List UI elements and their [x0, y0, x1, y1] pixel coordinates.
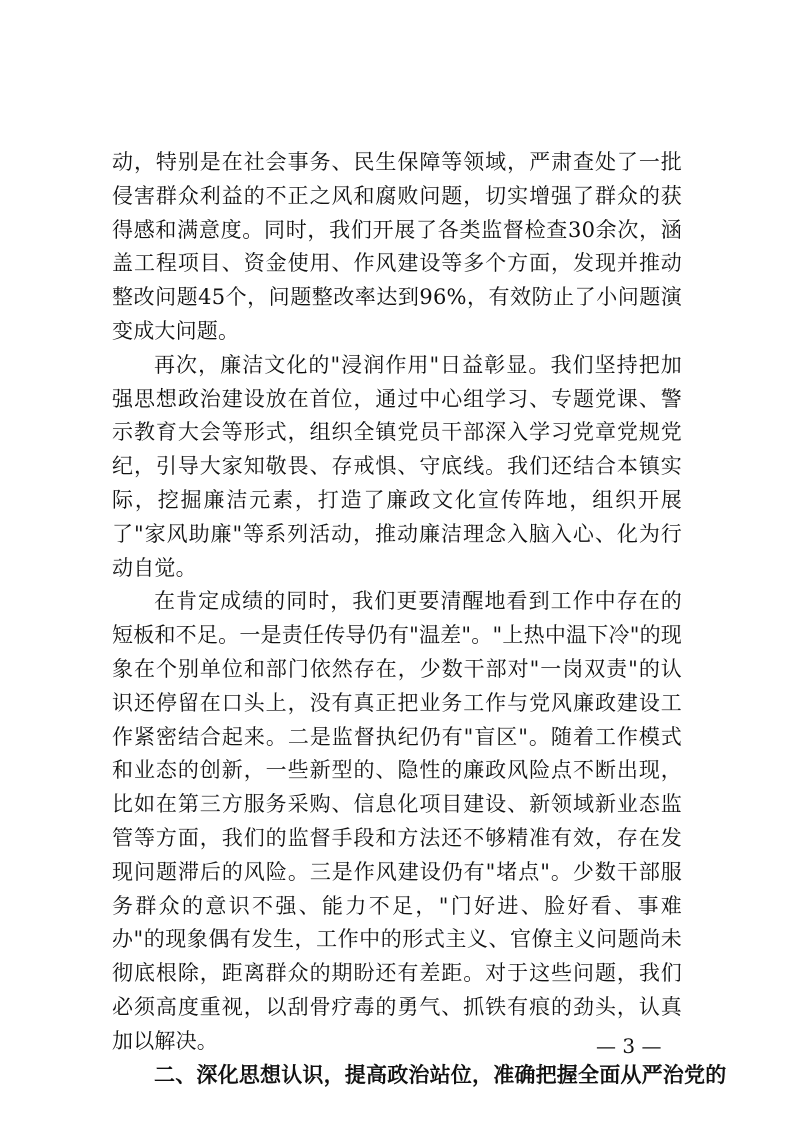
document-body [112, 146, 727, 1092]
paragraph-3: 在肯定成绩的同时，我们更要清醒地看到工作中存在的短板和不足。一是责任传导仍有"温差"。"上热中温下冷"的现象在个别单位和部门依然存在，少数干部对"一岗双责"的认识还停留在口头上，没有真正把业务工作与党风廉政建设工作紧密结合起来。二是监督执纪仍有"盲区"。随着工作模式和业态的创新，一些新型的、隐性的廉政风险点不断出现，比如在第三方服务采购、信息化项目建设、新领域新业态监管等方面，我们的监督手段和方法还不够精准有效，存在发现问题滞后的风险。三是作风建设仍有"堵点"。少数干部服务群众的意识不强、能力不足，"门好进、脸好看、事难办"的现象偶有发生，工作中的形式主义、官僚主义问题尚未彻底根除，距离群众的期盼还有差距。对于这些问题，我们必须高度重视，以刮骨疗毒的勇气、抓铁有痕的劲头，认真加以解决。 [112, 589, 682, 1053]
page-number: — 3 — [596, 1034, 662, 1058]
paragraph-1: 动，特别是在社会事务、民生保障等领域，严肃查处了一批侵害群众利益的不正之风和腐败问题，切实增强了群众的获得感和满意度。同时，我们开展了各类监督检查30余次，涵盖工程项目、资金使用、作风建设等多个方面，发现并推动整改问题45个，问题整改率达到96%，有效防止了小问题演变成大问题。 [112, 150, 682, 343]
section-heading: 二、深化思想认识，提高政治站位，准确把握全面从严治党的 [154, 1062, 727, 1087]
paragraph-2: 再次，廉洁文化的"浸润作用"日益彰显。我们坚持把加强思想政治建设放在首位，通过中心组学习、专题党课、警示教育大会等形式，组织全镇党员干部深入学习党章党规党纪，引导大家知敬畏、存戒惧、守底线。我们还结合本镇实际，挖掘廉洁元素，打造了廉政文化宣传阵地，组织开展了"家风助廉"等系列活动，推动廉洁理念入脑入心、化为行动自觉。 [112, 352, 682, 580]
